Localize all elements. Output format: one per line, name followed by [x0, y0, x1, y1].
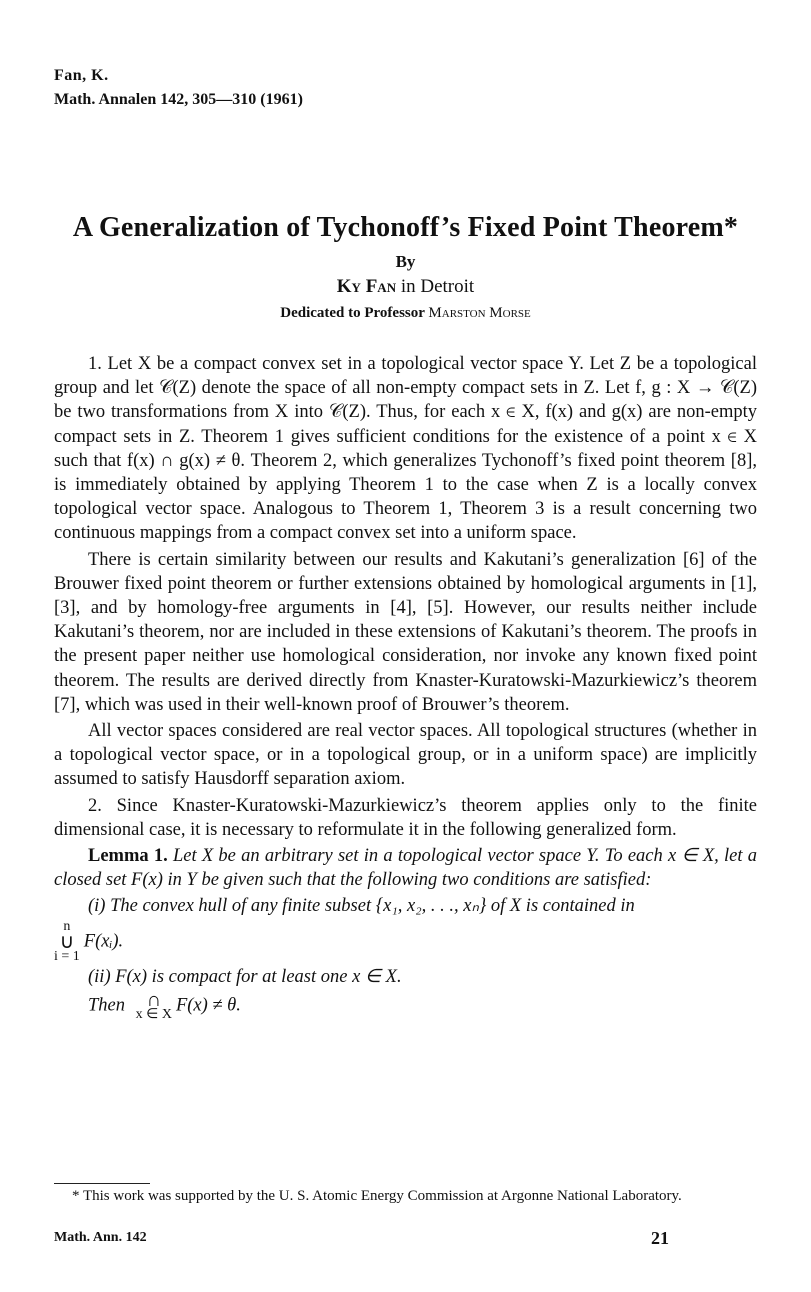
union-lower-index: i = 1	[54, 948, 80, 964]
by-line: By	[395, 252, 416, 271]
paper-title: A Generalization of Tychonoff’s Fixed Point Theorem*	[72, 212, 739, 243]
conclusion-expression: F(x) ≠ θ.	[175, 995, 241, 1016]
lemma-conclusion	[54, 988, 757, 1022]
citation-header	[54, 64, 303, 112]
page-footer	[54, 1230, 669, 1246]
section2-paragraph1: 2. Since Knaster-Kuratowski-Mazurkiewicz’s theorem applies only to the finite dimensional case, it is necessary to reformulate it in the following generalized form.	[54, 795, 757, 840]
journal-reference: Math. Annalen 142, 305—310 (1961)	[54, 91, 303, 108]
author-line	[0, 276, 811, 298]
union-expression: F(xᵢ).	[83, 930, 124, 951]
intersection-symbol: ∩ x ∈ X	[135, 988, 172, 1022]
author-reference: Fan, K.	[54, 67, 109, 84]
section1-paragraph3: All vector spaces considered are real vector spaces. All topological structures (whether in a topological vector space, or in a topological group, or in a uniform space) are implicitly assumed to satisfy Hausdorff separation axiom.	[54, 721, 757, 790]
lemma-statement: Let X be an arbitrary set in a topological vector space Y. To each x ∈ X, let a closed set F(x) in Y be given such that the following two conditions are satisfied:	[54, 846, 757, 891]
then-word: Then	[88, 995, 125, 1016]
section1-paragraph2: There is certain similarity between our results and Kakutani’s generalization [6] of the Brouwer fixed point theorem or further extensions obtained by homological arguments in [1], [3], and by homology-free arguments in [4], [5]. However, our results neither include Kakutani’s theorem, nor are included in these extensions of Kakutani’s theorem. The proofs in the present paper neither use homological consideration, nor invoke any known fixed point theorem. The results are derived directly from Knaster-Kuratowski-Mazurkiewicz’s theorem [7], which was used in their well-known proof of Brouwer’s theorem.	[54, 549, 757, 715]
page-number: 21	[651, 1228, 669, 1248]
condition-1: (i) The convex hull of any finite subset {x₁, x₂, . . ., xₙ} of X is contained in	[88, 896, 635, 917]
condition-2: (ii) F(x) is compact for at least one x ∈ X.	[88, 966, 402, 987]
intersection-index: x ∈ X	[135, 1006, 172, 1022]
dedication	[0, 305, 811, 322]
lemma-1	[54, 844, 757, 892]
union-upper-index: n	[63, 918, 71, 934]
author-location: in Detroit	[396, 276, 475, 297]
lemma-label: Lemma 1.	[88, 846, 168, 867]
footer-journal: Math. Ann. 142	[54, 1230, 147, 1245]
union-symbol: n ∪ i = 1	[54, 918, 80, 964]
section1-paragraph1: 1. Let X be a compact convex set in a topological vector space Y. Let Z be a topological group and let 𝒞(Z) denote the space of all non-empty compact sets in Z. Let f, g : X → 𝒞(Z) be two transformations from X into 𝒞(Z). Thus, for each x ∈ X, f(x) and g(x) are non-empty compact sets in Z. Theorem 1 gives sufficient conditions for the existence of a point x ∈ X such that f(x) ∩ g(x) ≠ θ. Theorem 2, which generalizes Tychonoff’s fixed point theorem [8], is immediately obtained by applying Theorem 1 to the case when Z is a locally convex topological vector space. Analogous to Theorem 1, Theorem 3 is a result concerning two continuous mappings from a compact convex set into a uniform space.	[54, 354, 757, 544]
dedication-name: Marston Morse	[428, 305, 531, 321]
dedication-prefix: Dedicated to Professor	[280, 305, 429, 321]
author-name: Ky Fan	[336, 276, 397, 297]
footnote-rule	[54, 1183, 150, 1184]
footnote: * This work was supported by the U. S. Atomic Energy Commission at Argonne National Laboratory.	[72, 1188, 682, 1204]
paper-body	[54, 352, 757, 1021]
condition-1-union	[54, 918, 757, 964]
